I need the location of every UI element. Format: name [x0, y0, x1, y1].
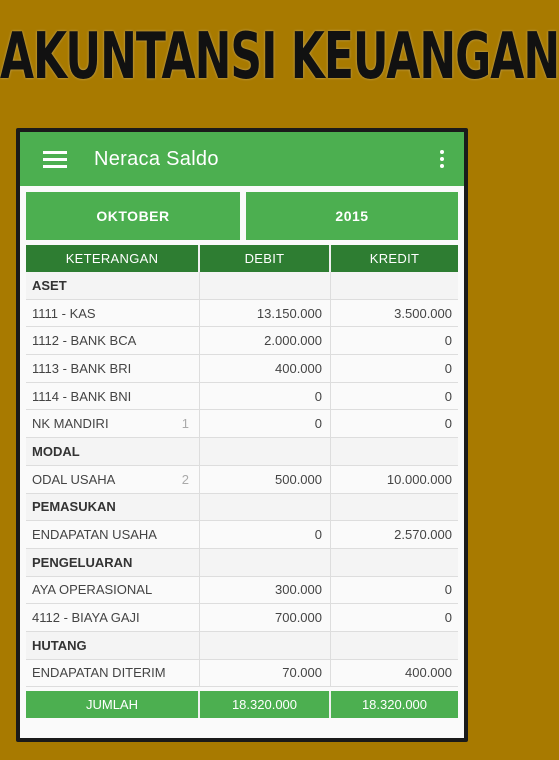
kredit-cell: 3.500.000	[394, 305, 452, 321]
account-label-text: ODAL USAHA	[32, 471, 116, 487]
account-label-text: 1113 - BANK BRI	[32, 360, 132, 376]
hamburger-menu-icon[interactable]	[30, 132, 80, 186]
debit-cell: 700.000	[200, 604, 331, 631]
account-label	[26, 521, 200, 548]
debit-cell	[200, 494, 331, 521]
debit-cell: 500.000	[200, 466, 331, 493]
section-label	[26, 438, 200, 465]
section-row	[26, 438, 458, 466]
section-row	[26, 549, 458, 577]
account-label-text: PEMASUKAN	[32, 499, 116, 515]
account-label-text: 4112 - BIAYA GAJI	[32, 610, 140, 626]
total-kredit: 18.320.000	[361, 697, 428, 713]
kredit-cell: 0	[444, 333, 452, 349]
year-selector-button[interactable]: 2015	[246, 192, 458, 240]
section-label	[26, 494, 200, 521]
table-row[interactable]	[26, 521, 458, 549]
table-header-row	[26, 245, 458, 272]
account-label	[26, 577, 200, 604]
column-header-keterangan: KETERANGAN	[26, 245, 200, 272]
debit-cell: 13.150.000	[200, 300, 331, 327]
debit-cell: 0	[200, 410, 331, 437]
account-label	[26, 466, 200, 493]
debit-cell	[200, 632, 331, 659]
account-label	[26, 383, 200, 410]
account-label	[26, 300, 200, 327]
kredit-cell: 0	[444, 582, 452, 598]
table-row[interactable]	[26, 355, 458, 383]
app-bar	[20, 132, 464, 186]
debit-cell	[200, 549, 331, 576]
section-row	[26, 632, 458, 660]
table-row[interactable]	[26, 466, 458, 494]
account-label-overflow: 2	[181, 471, 189, 487]
app-screen	[20, 132, 464, 738]
table-row[interactable]	[26, 410, 458, 438]
kredit-cell: 2.570.000	[394, 527, 452, 543]
account-label-text: ENDAPATAN DITERIM	[32, 665, 166, 681]
debit-cell: 0	[200, 383, 331, 410]
account-label-text: 1112 - BANK BCA	[32, 333, 137, 349]
account-label	[26, 355, 200, 382]
banner-title: AKUNTANSI KEUANGAN	[0, 20, 559, 94]
kredit-cell: 0	[444, 416, 452, 432]
column-header-kredit: KREDIT	[369, 251, 420, 266]
table-row[interactable]	[26, 327, 458, 355]
debit-cell: 0	[200, 521, 331, 548]
kredit-cell	[331, 632, 458, 659]
table-row[interactable]	[26, 577, 458, 605]
debit-cell: 300.000	[200, 577, 331, 604]
period-selectors	[20, 186, 464, 244]
app-bar-title: Neraca Saldo	[94, 147, 219, 170]
kredit-cell: 0	[444, 360, 452, 376]
account-label-text: ASET	[32, 277, 67, 293]
debit-cell	[200, 272, 331, 299]
account-label-overflow: 1	[181, 416, 189, 432]
section-label	[26, 272, 200, 299]
section-row	[26, 272, 458, 300]
debit-cell	[200, 438, 331, 465]
account-label-text: MODAL	[32, 443, 80, 459]
total-label: JUMLAH	[26, 691, 200, 718]
table-row[interactable]	[26, 300, 458, 328]
account-label	[26, 327, 200, 354]
kredit-cell: 10.000.000	[386, 471, 452, 487]
trial-balance-table	[26, 245, 458, 718]
account-label-text: AYA OPERASIONAL	[32, 582, 153, 598]
account-label-text: 1111 - KAS	[32, 305, 96, 321]
more-options-icon[interactable]	[432, 146, 452, 172]
debit-cell: 2.000.000	[200, 327, 331, 354]
table-row[interactable]	[26, 660, 458, 688]
section-label	[26, 549, 200, 576]
debit-cell: 400.000	[200, 355, 331, 382]
account-label-text: 1114 - BANK BNI	[32, 388, 132, 404]
account-label	[26, 604, 200, 631]
account-label-text: ENDAPATAN USAHA	[32, 527, 157, 543]
total-debit: 18.320.000	[200, 691, 331, 718]
account-label-text: HUTANG	[32, 637, 87, 653]
section-label	[26, 632, 200, 659]
column-header-debit: DEBIT	[200, 245, 331, 272]
month-selector-button[interactable]: OKTOBER	[26, 192, 240, 240]
account-label	[26, 660, 200, 687]
kredit-cell	[331, 549, 458, 576]
account-label-text: PENGELUARAN	[32, 554, 133, 570]
kredit-cell: 0	[444, 388, 452, 404]
total-row	[26, 691, 458, 718]
debit-cell: 70.000	[200, 660, 331, 687]
table-row[interactable]	[26, 383, 458, 411]
table-row[interactable]	[26, 604, 458, 632]
account-label	[26, 410, 200, 437]
phone-frame	[16, 128, 468, 742]
kredit-cell: 400.000	[405, 665, 452, 681]
section-row	[26, 494, 458, 522]
kredit-cell	[331, 494, 458, 521]
kredit-cell	[331, 272, 458, 299]
kredit-cell	[331, 438, 458, 465]
kredit-cell: 0	[444, 610, 452, 626]
account-label-text: NK MANDIRI	[32, 416, 109, 432]
